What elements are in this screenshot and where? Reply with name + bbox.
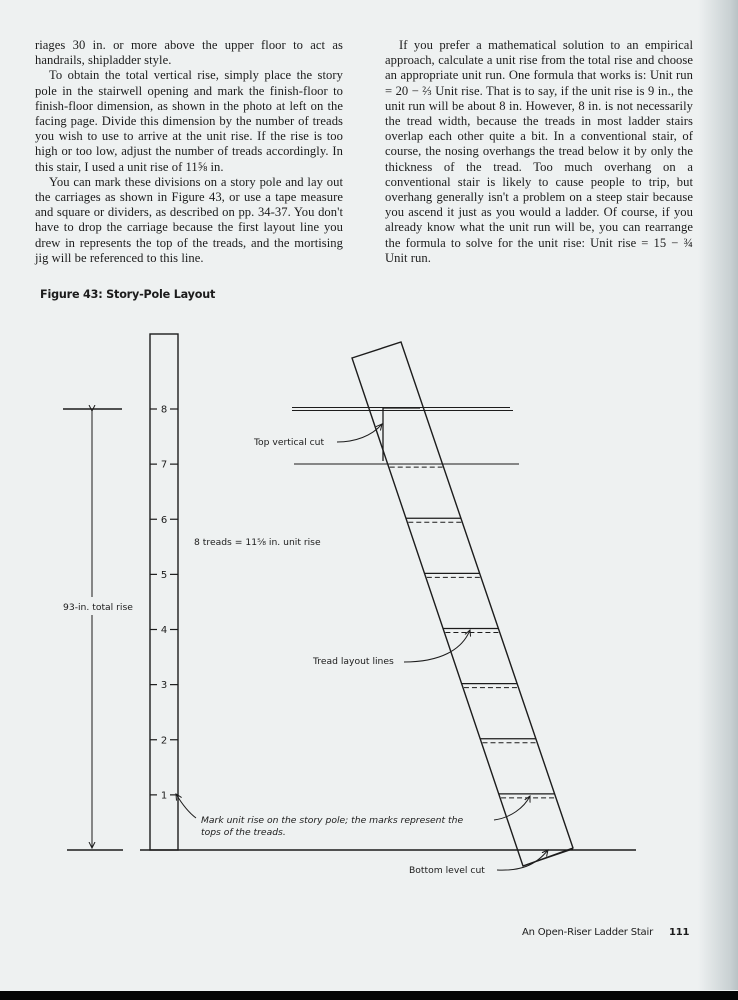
- pole-mark-label: 7: [160, 459, 168, 471]
- tread-line-5: [424, 573, 480, 577]
- top-vertical-cut-label: Top vertical cut: [254, 437, 325, 448]
- tread-line-6: [406, 518, 461, 522]
- mark-unit-rise-leader: [176, 794, 196, 818]
- tread-line-4: [443, 629, 499, 633]
- bottom-level-cut-line: [523, 849, 573, 866]
- mark-unit-rise-leader-right: [494, 796, 530, 820]
- tread-layout-lines-label: Tread layout lines: [313, 656, 394, 667]
- pole-mark-label: 6: [160, 514, 168, 526]
- tread-line-3: [462, 684, 518, 688]
- page-footer: [522, 927, 689, 938]
- tread-line-2: [480, 739, 536, 743]
- tread-layout-lines: [390, 467, 555, 798]
- pole-mark-label: 3: [160, 680, 168, 692]
- figure-title: Figure 43: Story-Pole Layout: [40, 288, 216, 301]
- pole-mark-4: [150, 625, 178, 636]
- ladder-carriage: [352, 342, 573, 866]
- pole-mark-2: [150, 735, 178, 746]
- pole-mark-7: [150, 460, 178, 471]
- pole-mark-3: [150, 680, 178, 691]
- pole-marks: [150, 405, 178, 802]
- pole-mark-label: 1: [160, 790, 168, 802]
- unit-rise-label: 8 treads = 11⅝ in. unit rise: [194, 537, 321, 548]
- paragraph: You can mark these divisions on a story pole and lay out the carriages as shown in Figure 43, or use a tape measure and square or dividers, as described on pp. 34-37. You don't have to drop the carriage because the first layout line you drew in represents the top of the treads, and the mortising jig will be referenced to this line.: [35, 174, 343, 265]
- page-number: 111: [668, 927, 690, 938]
- total-rise-label: 93-in. total rise: [63, 602, 133, 613]
- paragraph: riages 30 in. or more above the upper floor to act as handrails, shipladder style.: [35, 38, 343, 68]
- top-vertical-cut: [383, 408, 420, 461]
- pole-mark-6: [150, 515, 178, 526]
- paragraph: To obtain the total vertical rise, simply place the story pole in the stairwell opening and mark the finish-floor to finish-floor dimension, as shown in the photo at left on the facing page. Divide this dimension by the number of treads you wish to use to arrive at the unit rise. If the rise is too high or too low, adjust the number of treads accordingly. In this stair, I used a unit rise of 11⅝ in.: [35, 68, 343, 174]
- running-title: An Open-Riser Ladder Stair: [522, 927, 653, 938]
- pole-mark-label: 8: [160, 404, 168, 416]
- paragraph: If you prefer a mathematical solution to an empirical approach, calculate a unit rise from the total rise and choose an appropriate unit run. One formula that works is: Unit run = 20 − ⅔ Unit rise. That is to say, if the unit rise is 9 in., the unit run will be about 8 in. However, 8 in. is not necessarily the tread width, because the treads in most ladder stairs overlap each other quite a bit. In a conventional stair, of course, the nosing overhangs the tread below it by only the thickness of the tread. Too much overhang on a conventional stair is likely to cause people to trip, but overhang generally isn't a problem on a steep stair because you ascend it just as you would a ladder. Of course, if you already know what the unit run will be, you can rearrange the formula to solve for the unit rise: Unit rise = 15 − ¾ Unit run.: [385, 38, 693, 265]
- mark-unit-rise-label-line2: tops of the treads.: [201, 827, 286, 838]
- pole-mark-1: [150, 790, 178, 801]
- pole-mark-8: [150, 405, 178, 416]
- pole-mark-label: 2: [160, 735, 168, 747]
- pole-mark-label: 5: [160, 569, 168, 581]
- bottom-level-cut-label: Bottom level cut: [409, 865, 485, 876]
- tread-layout-leader: [404, 630, 470, 662]
- tread-line-1: [499, 794, 555, 798]
- scan-bottom-edge: [0, 991, 738, 1000]
- mark-unit-rise-label-line1: Mark unit rise on the story pole; the marks represent the: [201, 815, 464, 826]
- pole-mark-5: [150, 570, 178, 581]
- pole-mark-label: 4: [160, 625, 168, 636]
